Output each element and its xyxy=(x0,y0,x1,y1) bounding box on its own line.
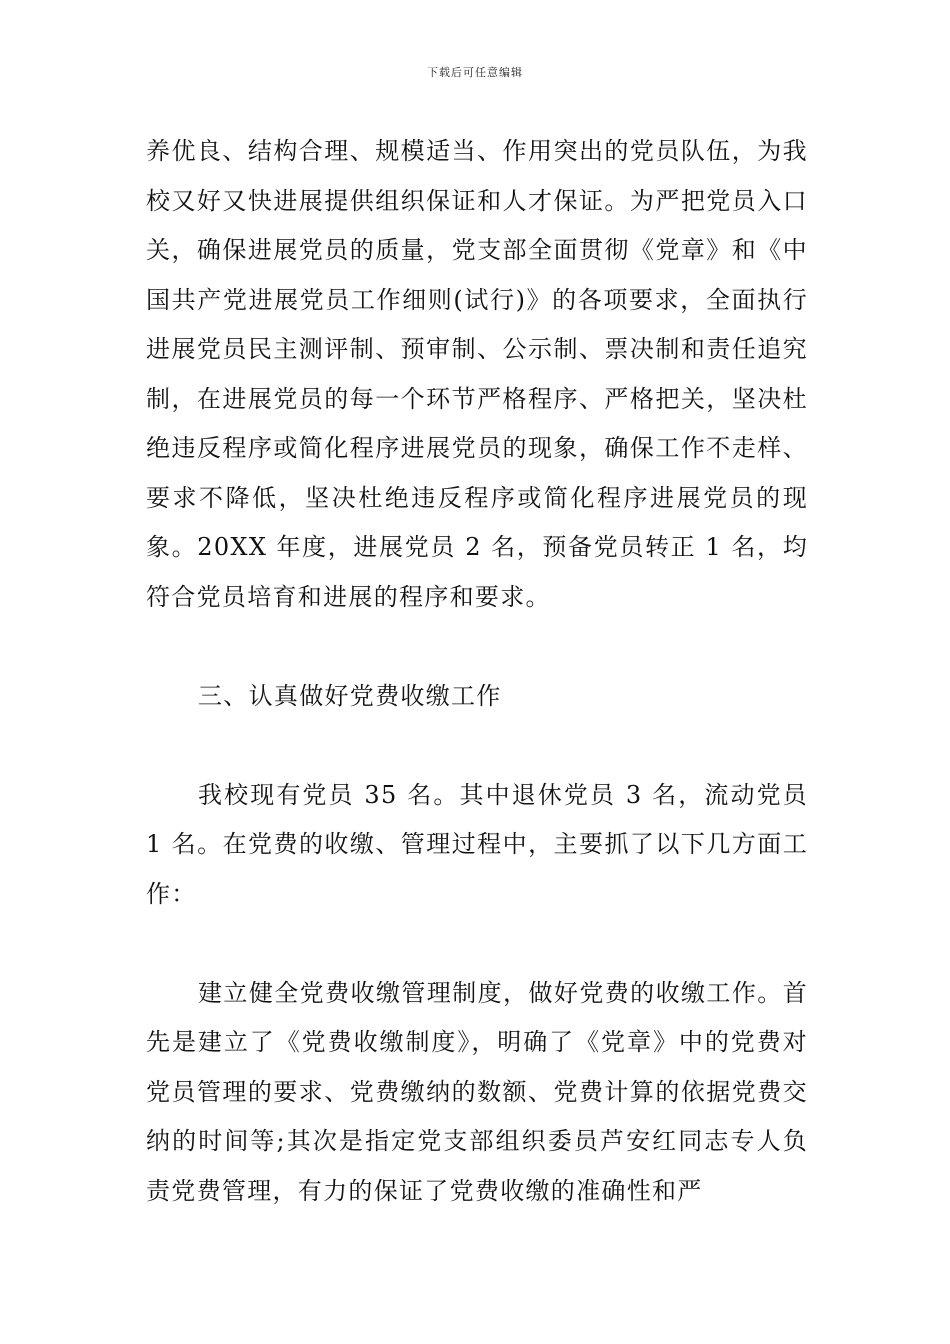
paragraph-spacer xyxy=(146,721,808,771)
paragraph-dues-management: 建立健全党费收缴管理制度，做好党费的收缴工作。首先是建立了《党费收缴制度》，明确了《党章》中的党费对党员管理的要求、党费缴纳的数额、党费计算的依据党费交纳的时间等;其次是指定党支部组织委员芦安红同志专人负责党费管理，有力的保证了党费收缴的准确性和严 xyxy=(146,978,808,1205)
paragraph-spacer xyxy=(146,919,808,969)
paragraph-spacer xyxy=(146,622,808,672)
paragraph-member-count: 我校现有党员 35 名。其中退休党员 3 名，流动党员 1 名。在党费的收缴、管理过程中，主要抓了以下几方面工作： xyxy=(146,780,817,908)
header-note: 下载后可任意编辑 xyxy=(427,66,523,79)
section-heading-party-dues: 三、认真做好党费收缴工作 xyxy=(198,681,502,710)
document-body xyxy=(146,127,817,1216)
paragraph-party-member-development: 养优良、结构合理、规模适当、作用突出的党员队伍，为我校又好又快进展提供组织保证和人才保证。为严把党员入口关，确保进展党员的质量，党支部全面贯彻《党章》和《中国共产党进展党员工作细则(试行)》的各项要求，全面执行进展党员民主测评制、预审制、公示制、票决制和责任追究制，在进展党员的每一个环节严格程序、严格把关，坚决杜绝违反程序或简化程序进展党员的现象，确保工作不走样、要求不降低，坚决杜绝违反程序或简化程序进展党员的现象。20XX 年度，进展党员 2 名，预备党员转正 1 名，均符合党员培育和进展的程序和要求。 xyxy=(146,137,808,611)
